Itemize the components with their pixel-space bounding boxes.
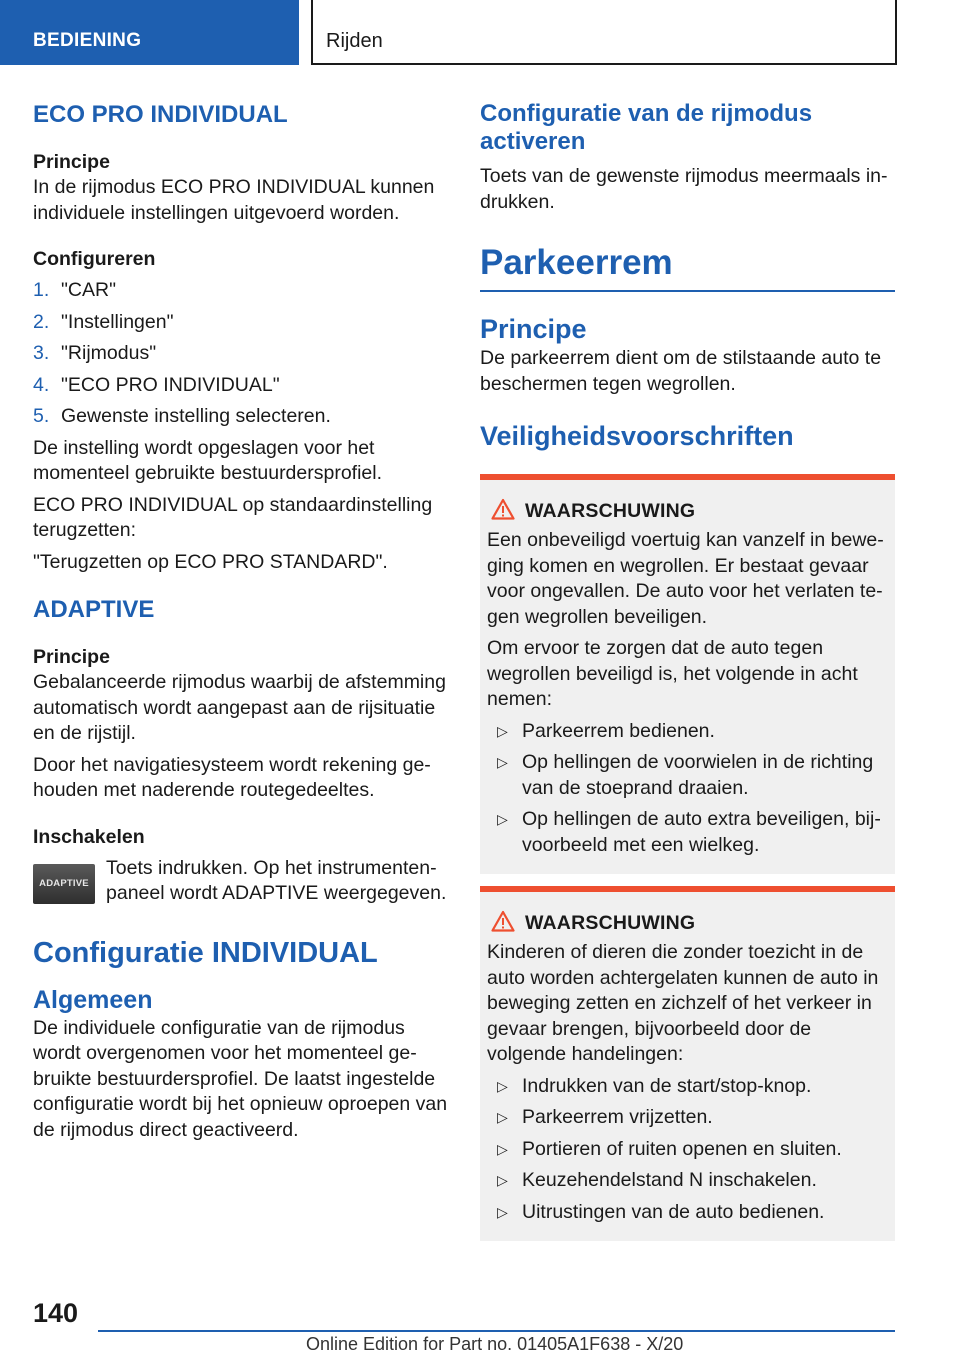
- algemeen-text: De individuele configuratie van de rijmodus wordt overgenomen voor het momenteel gebruikte bestuurdersprofiel. De laatst ingestelde configuratie wordt bij het opnieuw oproepen van de rijmodus direct geactiveerd.: [33, 1016, 448, 1141]
- warning-list: [487, 1074, 887, 1226]
- section-label: BEDIENING: [33, 30, 142, 51]
- warning-label: WAARSCHUWING: [525, 912, 696, 934]
- principe-heading: Principe: [33, 151, 110, 173]
- list-item: 1. "CAR": [33, 279, 117, 301]
- bullet-triangle-icon: ▷: [497, 811, 508, 827]
- configureren-steps: [33, 278, 451, 430]
- saved-text: De instelling wordt opgeslagen voor het momenteel gebruikte bestuurdersprofiel.: [33, 436, 383, 484]
- parkeerrem-heading: Parkeerrem: [480, 243, 673, 282]
- warning-list: [487, 719, 887, 859]
- reset-text: ECO PRO INDIVIDUAL op standaardinstelling terugzetten:: [33, 493, 433, 541]
- bullet-triangle-icon: ▷: [497, 1172, 508, 1188]
- section-tab: [0, 0, 299, 65]
- list-item: ▷ Op hellingen de voorwielen in de richting van de stoeprand draaien.: [497, 751, 874, 799]
- principe-heading: Principe: [33, 646, 110, 668]
- edition-text: Online Edition for Part no. 01405A1F638 - X/20: [306, 1334, 684, 1354]
- algemeen-heading: Algemeen: [33, 985, 153, 1014]
- list-item: ▷ Indrukken van de start/stop-knop.: [487, 1074, 887, 1100]
- heading-rule: [480, 290, 895, 292]
- activate-heading: Configuratie van de rijmodus activeren: [480, 100, 813, 155]
- list-item: ▷ Op hellingen de auto extra beveiligen, bijvoorbeeld met een wielkeg.: [497, 808, 881, 856]
- activate-text: Toets van de gewenste rijmodus meermaals indrukken.: [480, 165, 888, 213]
- chapter-box: [311, 0, 897, 65]
- right-column: [480, 100, 895, 1241]
- principe-text: De parkeerrem dient om de stilstaande auto te beschermen tegen wegrollen.: [480, 347, 882, 395]
- reset-quote: "Terugzetten op ECO PRO STANDARD".: [33, 550, 388, 573]
- bullet-triangle-icon: ▷: [497, 1077, 508, 1094]
- list-item: ▷ Uitrustingen van de auto bedienen.: [487, 1200, 887, 1226]
- list-item: ▷ Portieren of ruiten openen en sluiten.: [487, 1137, 887, 1163]
- warning-label: WAARSCHUWING: [525, 500, 696, 522]
- adaptive-text: Gebalanceerde rijmodus waarbij de afstemming automatisch wordt aangepast aan de rijsituatie en de rijstijl.: [33, 671, 446, 744]
- adaptive-nav-text: Door het navigatiesysteem wordt rekening gehouden met naderende routegedeeltes.: [33, 753, 431, 801]
- bullet-triangle-icon: ▷: [497, 1203, 508, 1220]
- warning-box: [480, 474, 895, 874]
- warning-title: [487, 498, 887, 524]
- bullet-triangle-icon: ▷: [497, 1140, 508, 1157]
- list-item: 4. "ECO PRO INDIVIDUAL": [33, 373, 280, 396]
- list-item: ▷ Parkeerrem vrijzetten.: [487, 1105, 887, 1131]
- inschakelen-text: Toets indrukken. Op het instrumentenpaneel wordt ADAPTIVE weergegeven.: [106, 856, 447, 904]
- eco-pro-individual-heading: ECO PRO INDIVIDUAL: [33, 101, 288, 128]
- warning-box: [480, 886, 895, 1241]
- left-column: [33, 100, 451, 1143]
- veiligheid-heading: Veiligheidsvoorschriften: [480, 421, 794, 451]
- principe-heading: Principe: [480, 314, 587, 344]
- inschakelen-row: [33, 856, 451, 907]
- bullet-triangle-icon: ▷: [497, 1109, 508, 1125]
- list-item: 2. "Instellingen": [33, 310, 174, 333]
- principe-text: In de rijmodus ECO PRO INDIVIDUAL kunnen individuele instellingen uitgevoerd worden.: [33, 176, 435, 224]
- footer-rule: [98, 1330, 895, 1332]
- warning-text: Kinderen of dieren die zonder toezicht in de auto worden achtergelaten kunnen de auto in beweging zetten en zichzelf of het verkeer in gevaar brengen, bijvoorbeeld door de volgende handelingen:: [487, 941, 879, 1065]
- warning-text: Om ervoor te zorgen dat de auto tegen wegrollen beveiligd is, het volgende in acht nemen:: [487, 637, 858, 710]
- bullet-triangle-icon: ▷: [497, 754, 508, 770]
- inschakelen-heading: Inschakelen: [33, 825, 145, 848]
- warning-triangle-icon: [491, 910, 515, 938]
- bullet-triangle-icon: ▷: [497, 722, 508, 739]
- warning-triangle-icon: [491, 498, 515, 526]
- chapter-label: Rijden: [326, 30, 383, 52]
- adaptive-button-icon: ADAPTIVE: [33, 864, 95, 904]
- list-item: 3. "Rijmodus": [33, 342, 157, 364]
- list-item: 5. Gewenste instelling selecteren.: [33, 405, 331, 427]
- configuratie-individual-heading: Configuratie INDIVIDUAL: [33, 936, 378, 969]
- list-item: ▷ Keuzehendelstand N inschakelen.: [487, 1168, 887, 1194]
- page-number: 140: [33, 1298, 79, 1328]
- warning-text: Een onbeveiligd voertuig kan vanzelf in beweging komen en wegrollen. Er bestaat gevaar voor ongevallen. De auto voor het verlaten tegen wegrollen beveiligen.: [487, 529, 884, 628]
- list-item: ▷ Parkeerrem bedienen.: [487, 719, 887, 745]
- configureren-heading: Configureren: [33, 248, 156, 270]
- adaptive-heading: ADAPTIVE: [33, 596, 155, 623]
- warning-title: [487, 910, 887, 936]
